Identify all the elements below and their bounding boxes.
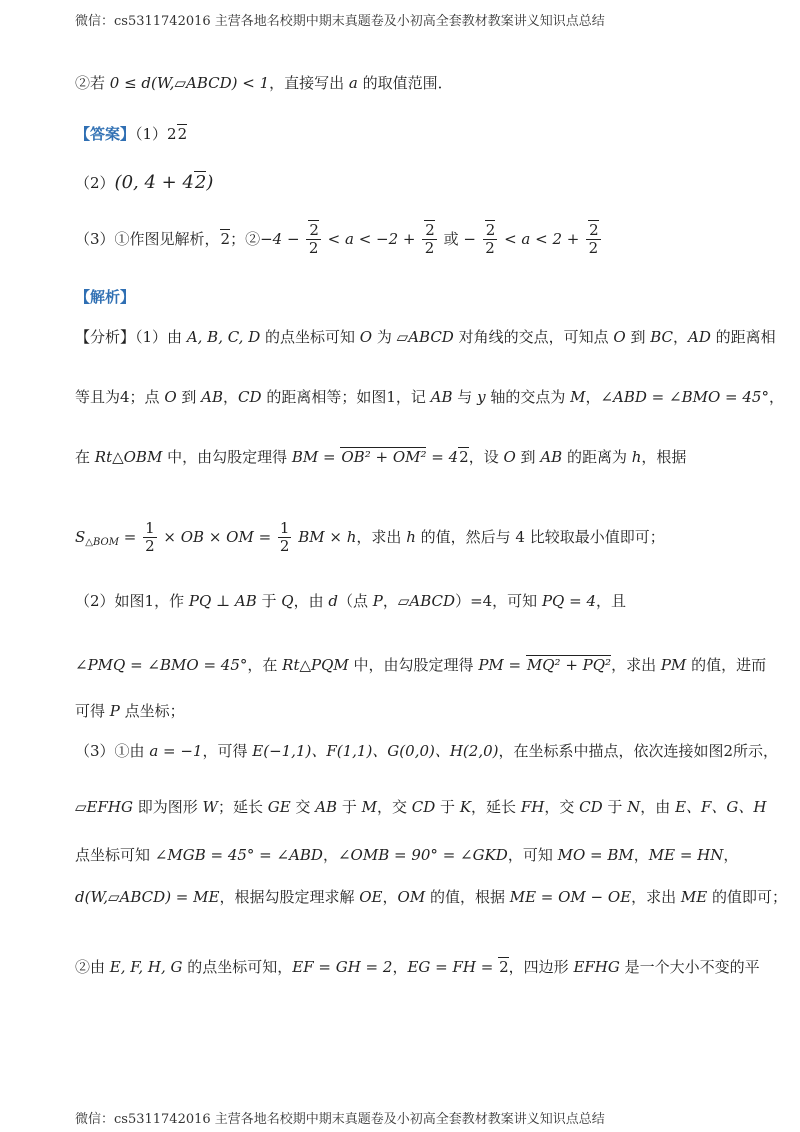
analysis-line-2: 等且为4；点 O 到 AB，CD 的距离相等；如图1，记 AB 与 y 轴的交点为 M，∠ABD = ∠BMO = 45°，: [75, 388, 784, 406]
analysis-line-5: （2）如图1，作 PQ ⊥ AB 于 Q，由 d（点 P，▱ABCD）=4，可知 PQ = 4，且: [75, 592, 627, 610]
analysis-line-6: ∠PMQ = ∠BMO = 45°，在 Rt△PQM 中，由勾股定理得 PM = MQ² + PQ²，求出 PM 的值，进而: [75, 656, 767, 674]
answer-line-2: （2）(0, 4 + 42): [75, 172, 214, 193]
analysis-line-7: 可得 P 点坐标；: [75, 702, 185, 720]
analysis-line-10: 点坐标可知 ∠MGB = 45° = ∠ABD，∠OMB = 90° = ∠GKD，可知 MO = BM，ME = HN，: [75, 846, 739, 864]
answer-line-1: 【答案】（1）22: [75, 125, 188, 143]
answer-line-3: （3）①作图见解析，2；②−4 − $\frac{2}{2}$ < a < −2 + $\frac{2}{2}$ 或 − $\frac{2}{2}$ < a < 2 + $\frac{2}{2}$: [75, 221, 599, 258]
condition-line: ②若 0 ≤ d(W,▱ABCD) < 1，直接写出 a 的取值范围．: [75, 74, 453, 92]
analysis-line-12: ②由 E, F, H, G 的点坐标可知，EF = GH = 2，EG = FH = 2，四边形 EFHG 是一个大小不变的平: [75, 958, 760, 976]
page-header: 微信：cs5311742016 主营各地名校期中期末真题卷及小初高全套教材教案讲义知识点总结: [75, 14, 605, 29]
analysis-line-11: d(W,▱ABCD) = ME，根据勾股定理求解 OE，OM 的值，根据 ME = OM − OE，求出 ME 的值即可；: [75, 888, 788, 906]
question-part: [75, 74, 453, 92]
analysis-line-3: 在 Rt△OBM 中，由勾股定理得 BM = OB² + OM² = 42，设 O 到 AB 的距离为 h，根据: [75, 448, 687, 466]
analysis-line-4: $S_{\triangle BOM}$ = $\frac{1}{2}$ × OB × OM = $\frac{1}{2}$ BM × h，求出 h 的值，然后与 4 比较取最小值即可；: [75, 519, 665, 556]
analysis-line-8: （3）①由 a = −1，可得 E(−1,1)、F(1,1)、G(0,0)、H(2,0)，在坐标系中描点，依次连接如图2所示，: [75, 742, 779, 760]
analysis-line-9: ▱EFHG 即为图形 W；延长 GE 交 AB 于 M，交 CD 于 K，延长 FH，交 CD 于 N，由 E、F、G、H: [75, 798, 767, 816]
analysis-label: 【解析】: [75, 288, 136, 306]
page-footer: 微信：cs5311742016 主营各地名校期中期末真题卷及小初高全套教材教案讲义知识点总结: [75, 1112, 605, 1127]
analysis-line-1: 【分析】（1）由 A, B, C, D 的点坐标可知 O 为 ▱ABCD 对角线的交点，可知点 O 到 BC，AD 的距离相: [75, 328, 776, 346]
